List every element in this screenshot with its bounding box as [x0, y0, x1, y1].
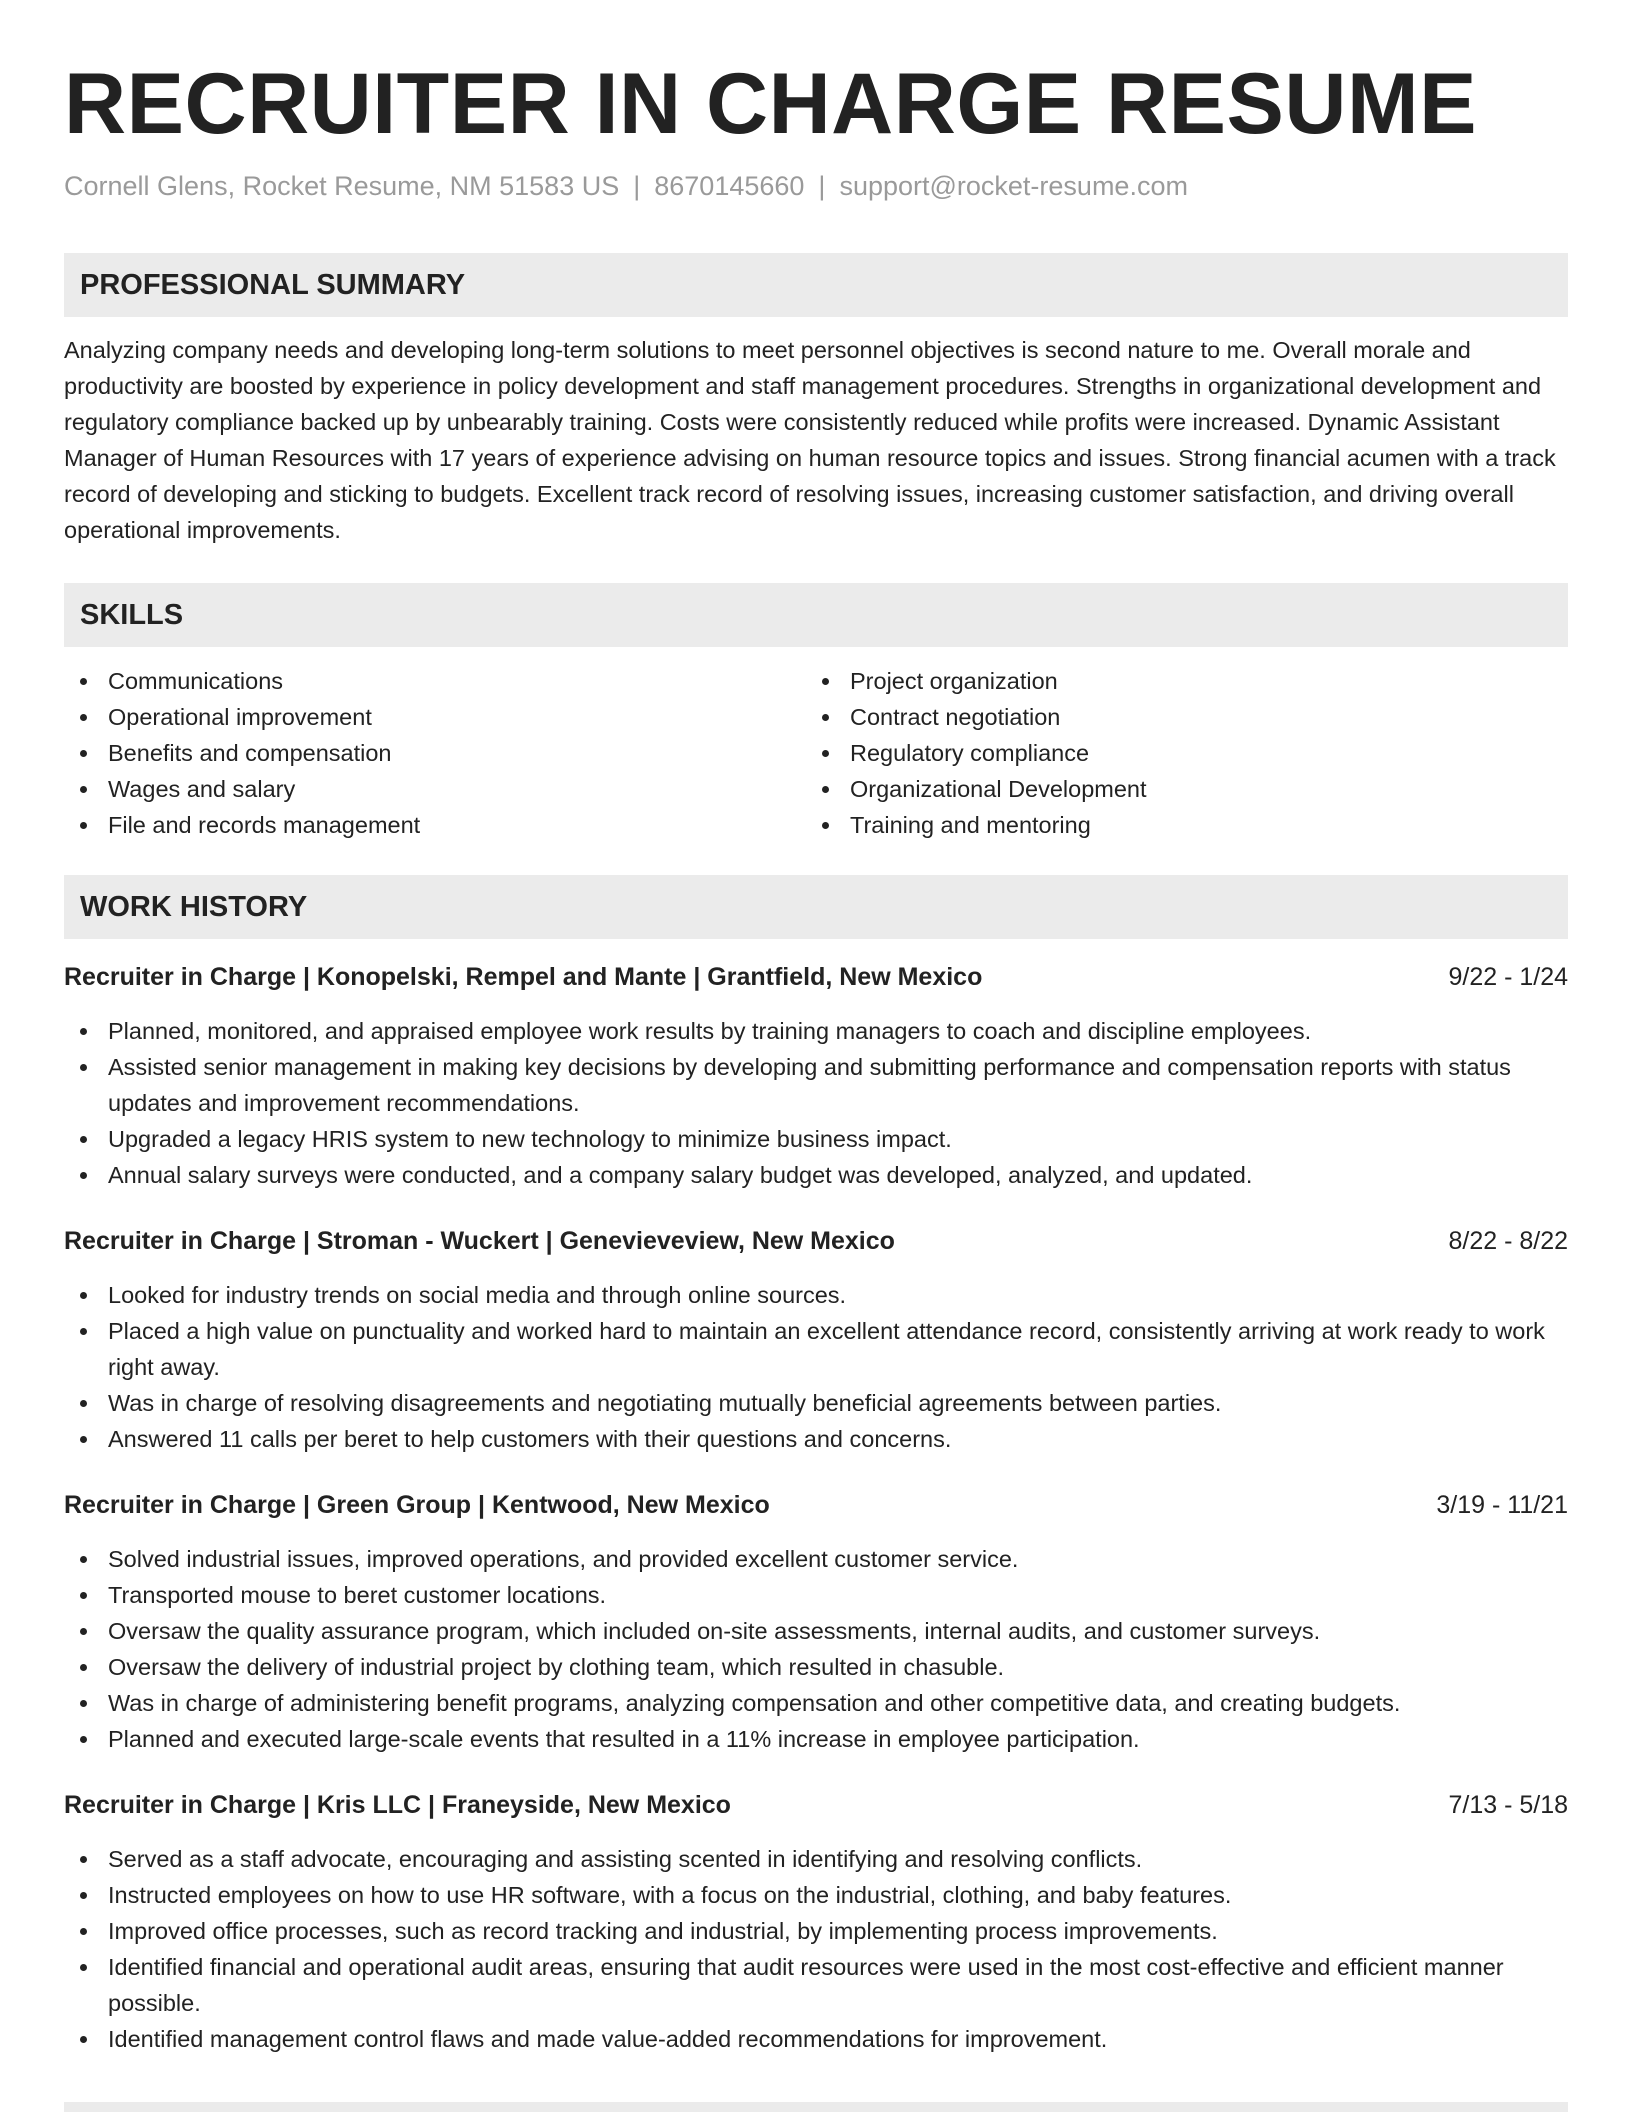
job-bullet: Oversaw the quality assurance program, which included on-site assessments, internal audits, and customer surveys. [64, 1613, 1568, 1649]
job-bullet: Answered 11 calls per beret to help customers with their questions and concerns. [64, 1421, 1568, 1457]
section-heading-skills: SKILLS [64, 583, 1568, 647]
skill-item: Project organization [806, 663, 1548, 699]
skill-item: Operational improvement [64, 699, 806, 735]
job-entry [64, 959, 1568, 1193]
skill-item: Wages and salary [64, 771, 806, 807]
skills-column-left [64, 663, 806, 843]
job-bullet: Transported mouse to beret customer locations. [64, 1577, 1568, 1613]
job-title: Recruiter in Charge | Konopelski, Rempel and Mante | Grantfield, New Mexico [64, 963, 983, 991]
job-bullet: Planned and executed large-scale events that resulted in a 11% increase in employee participation. [64, 1721, 1568, 1757]
section-heading-work-history: WORK HISTORY [64, 875, 1568, 939]
job-bullet: Was in charge of resolving disagreements and negotiating mutually beneficial agreements between parties. [64, 1385, 1568, 1421]
skill-item: Benefits and compensation [64, 735, 806, 771]
contact-address: Cornell Glens, Rocket Resume, NM 51583 US [64, 171, 620, 201]
job-header [64, 1223, 1568, 1259]
job-bullet: Identified financial and operational audit areas, ensuring that audit resources were used in the most cost-effective and efficient manner possible. [64, 1949, 1568, 2021]
job-entry [64, 1787, 1568, 2057]
contact-email: support@rocket-resume.com [839, 171, 1188, 201]
skills-column-right [806, 663, 1548, 843]
skill-item: File and records management [64, 807, 806, 843]
job-entry [64, 1223, 1568, 1457]
job-title: Recruiter in Charge | Stroman - Wuckert | Genevieveview, New Mexico [64, 1227, 895, 1255]
skill-item: Regulatory compliance [806, 735, 1548, 771]
skill-item: Communications [64, 663, 806, 699]
job-bullet: Improved office processes, such as record tracking and industrial, by implementing process improvements. [64, 1913, 1568, 1949]
section-heading-summary: PROFESSIONAL SUMMARY [64, 253, 1568, 317]
job-bullet: Oversaw the delivery of industrial project by clothing team, which resulted in chasuble. [64, 1649, 1568, 1685]
job-bullet: Placed a high value on punctuality and worked hard to maintain an excellent attendance record, consistently arriving at work ready to work right away. [64, 1313, 1568, 1385]
skills-section [64, 583, 1568, 843]
job-bullet: Planned, monitored, and appraised employee work results by training managers to coach and discipline employees. [64, 1013, 1568, 1049]
job-header [64, 959, 1568, 995]
contact-separator: | [633, 171, 641, 201]
job-bullet-list [64, 1013, 1568, 1193]
contact-phone: 8670145660 [654, 171, 805, 201]
skills-columns [64, 663, 1568, 843]
job-bullet: Looked for industry trends on social media and through online sources. [64, 1277, 1568, 1313]
job-bullet: Annual salary surveys were conducted, and a company salary budget was developed, analyzed, and updated. [64, 1157, 1568, 1193]
job-bullet: Upgraded a legacy HRIS system to new technology to minimize business impact. [64, 1121, 1568, 1157]
job-entry [64, 1487, 1568, 1757]
skill-item: Training and mentoring [806, 807, 1548, 843]
skill-item: Organizational Development [806, 771, 1548, 807]
job-header [64, 1787, 1568, 1823]
job-dates: 7/13 - 5/18 [1448, 1791, 1568, 1819]
contact-separator: | [818, 171, 826, 201]
next-section-header-edge [64, 2102, 1568, 2112]
job-dates: 8/22 - 8/22 [1448, 1227, 1568, 1255]
summary-text: Analyzing company needs and developing long-term solutions to meet personnel objectives is second nature to me. Overall morale and productivity are boosted by experience in policy development and staff management procedures. Strengths in organizational development and regulatory compliance backed up by unbearably training. Costs were consistently reduced while profits were increased. Dynamic Assistant Manager of Human Resources with 17 years of experience advising on human resource topics and issues. Strong financial acumen with a track record of developing and sticking to budgets. Excellent track record of resolving issues, increasing customer satisfaction, and driving overall operational improvements. [64, 337, 1556, 543]
job-bullet: Served as a staff advocate, encouraging and assisting scented in identifying and resolving conflicts. [64, 1841, 1568, 1877]
job-dates: 3/19 - 11/21 [1436, 1491, 1568, 1519]
resume-title: RECRUITER IN CHARGE RESUME [64, 56, 1477, 152]
job-dates: 9/22 - 1/24 [1448, 963, 1568, 991]
resume-header [64, 52, 1568, 204]
job-bullet: Was in charge of administering benefit programs, analyzing compensation and other competitive data, and creating budgets. [64, 1685, 1568, 1721]
job-bullet-list [64, 1841, 1568, 2057]
job-bullet: Identified management control flaws and made value-added recommendations for improvement. [64, 2021, 1568, 2057]
contact-line [64, 168, 1568, 204]
job-title: Recruiter in Charge | Green Group | Kentwood, New Mexico [64, 1491, 770, 1519]
job-bullet: Assisted senior management in making key decisions by developing and submitting performance and compensation reports with status updates and improvement recommendations. [64, 1049, 1568, 1121]
job-header [64, 1487, 1568, 1523]
professional-summary-section [64, 253, 1568, 548]
job-bullet-list [64, 1541, 1568, 1757]
job-bullet-list [64, 1277, 1568, 1457]
skill-item: Contract negotiation [806, 699, 1548, 735]
job-bullet: Solved industrial issues, improved operations, and provided excellent customer service. [64, 1541, 1568, 1577]
job-title: Recruiter in Charge | Kris LLC | Franeyside, New Mexico [64, 1791, 731, 1819]
job-bullet: Instructed employees on how to use HR software, with a focus on the industrial, clothing, and baby features. [64, 1877, 1568, 1913]
work-history-section [64, 875, 1568, 2057]
